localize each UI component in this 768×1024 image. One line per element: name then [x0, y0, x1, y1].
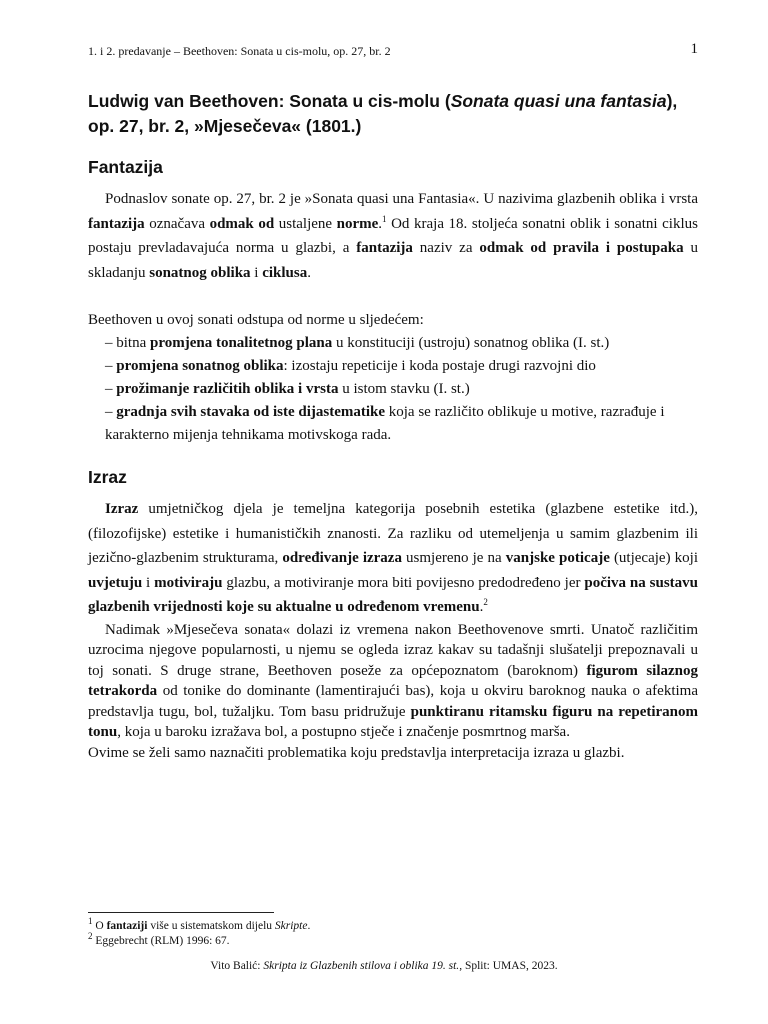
running-head-title: 1. i 2. predavanje – Beethoven: Sonata u cis-molu, op. 27, br. 2: [88, 44, 391, 58]
title-italic: Sonata quasi una fantasia: [450, 91, 667, 111]
list-item: – promjena sonatnog oblika: izostaju repeticije i koda postaje drugi razvojni dio: [105, 358, 596, 374]
page-number: 1: [690, 41, 698, 57]
footnote-1: $^1$ O fantaziji više u sistematskom dijelu Skripte.: [88, 916, 311, 932]
page-content: [88, 89, 698, 763]
list-item: – gradnja svih stavaka od iste dijastematike koja se različito oblikuje u motive, razrađuje i karakterno mijenja tehnikama motivskoga rada.: [105, 404, 665, 443]
page-footer: Vito Balić: Skripta iz Glazbenih stilova i oblika 19. st., Split: UMAS, 2023.: [210, 960, 558, 972]
list-intro: Beethoven u ovoj sonati odstupa od norme u sljedećem:: [88, 312, 424, 328]
paragraph-izraz: Izraz umjetničkog djela je temeljna kategorija posebnih estetika (glazbene estetike itd.), (filozofijske) estetike i humanističkih znanosti. Za razliku od utemeljenja u samim glazbenim ili jezično-glazbenim strukturama, određivanje izraza usmjereno je na vanjske poticaje (utjecaje) koji uvjetuju i motiviraju glazbu, a motiviranje mora biti povijesno predodređeno jer počiva na sustavu glazbenih vrijednosti koje su aktualne u određenom vremenu.$^2$: [88, 501, 698, 615]
footnote-2: $^2$ Eggebrecht (RLM) 1996: 67.: [88, 931, 230, 947]
paragraph-nadimak: Nadimak »Mjesečeva sonata« dolazi iz vremena nakon Beethovenove smrti. Unatoč različitim uzrocima njegove popularnosti, u njemu se ogleda izraz kakav su tadašnji slušatelji prepoznavali u toj sonati. S druge strane, Beethoven poseže za općepoznatom (baroknom) figurom silaznog tetrakorda od tonike do dominante (lamentirajući bas), koja u okviru baroknog nauka o afektima predstavlja tugu, bol, tužaljku. Tom basu pridružuje punktiranu ritamsku figuru na repetiranom tonu, koja u baroku izražava bol, a postupno stječe i značenje posmrtnog marša.: [88, 621, 699, 740]
title-part-1: Ludwig van Beethoven: Sonata u cis-molu (: [88, 91, 451, 111]
document-title: [88, 89, 698, 139]
list-item: – prožimanje različitih oblika i vrsta u istom stavku (I. st.): [105, 381, 470, 397]
section-heading-izraz: Izraz: [88, 467, 127, 487]
section-heading-fantazija: Fantazija: [88, 157, 163, 177]
title-part-2: ), op. 27, br. 2, »Mjesečeva« (1801.): [88, 91, 678, 136]
deviations-list: [88, 309, 698, 447]
paragraph-fantazija: Podnaslov sonate op. 27, br. 2 je »Sonata quasi una Fantasia«. U nazivima glazbenih oblika i vrsta fantazija označava odmak od ustaljene norme.$^1$ Od kraja 18. stoljeća sonatni oblik i sonatni ciklus postaju prevladavajuća norma u glazbi, a fantazija naziv za odmak od pravila i postupaka u skladanju sonatnog oblika i ciklusa.: [88, 191, 698, 281]
paragraph-conclusion: Ovime se želi samo naznačiti problematika koju predstavlja interpretacija izraza u glazbi.: [88, 744, 625, 761]
footnotes: [88, 916, 698, 949]
list-item: – bitna promjena tonalitetnog plana u konstituciji (ustroju) sonatnog oblika (I. st.): [105, 335, 610, 351]
footnote-rule: [88, 912, 274, 913]
